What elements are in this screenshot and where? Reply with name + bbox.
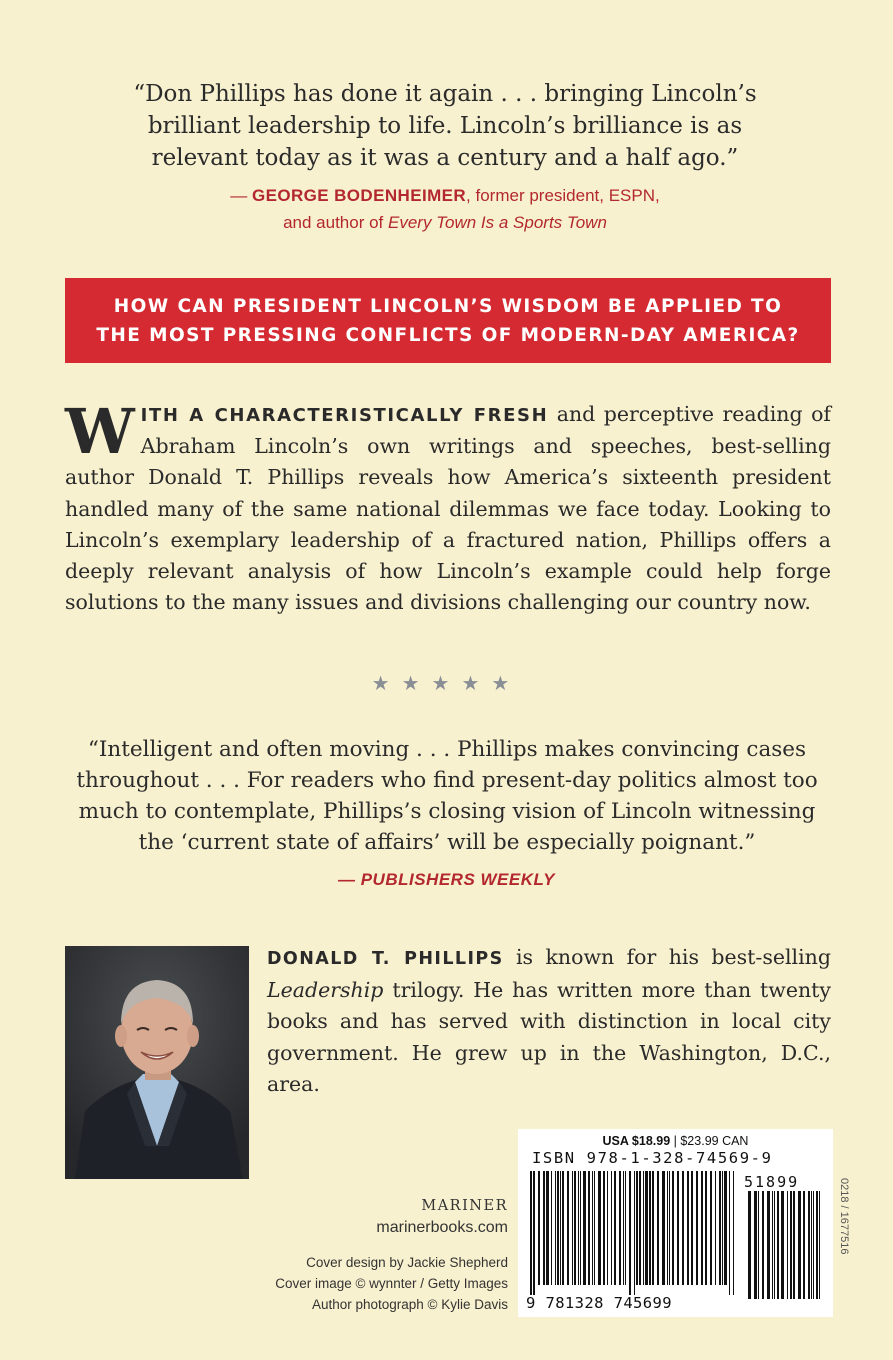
barcode-bar: [729, 1171, 730, 1295]
barcode-bar: [636, 1171, 638, 1285]
barcode-bar: [572, 1171, 573, 1285]
barcode-bar: [790, 1191, 792, 1299]
barcode-bar: [748, 1191, 751, 1299]
barcode-block: [518, 1129, 833, 1317]
barcode-bar: [816, 1191, 818, 1299]
barcode-bar: [598, 1171, 601, 1285]
barcode-bar: [767, 1191, 770, 1299]
barcode-bar: [754, 1191, 757, 1299]
credit-cover-image: Cover image © wynnter / Getty Images: [275, 1276, 508, 1291]
publisher-name: MARINER: [421, 1198, 508, 1214]
isbn-text: ISBN 978-1-328-74569-9: [532, 1149, 773, 1167]
author-name: DONALD T. PHILLIPS: [267, 949, 504, 969]
barcode-bar: [672, 1171, 674, 1285]
barcode-bar: [777, 1191, 779, 1299]
barcode-bar: [583, 1171, 586, 1285]
review-attribution: — PUBLISHERS WEEKLY: [338, 870, 555, 889]
barcode-bar: [701, 1171, 703, 1285]
bio-italic-title: Leadership: [267, 978, 384, 1003]
barcode-bar: [803, 1191, 805, 1299]
barcode-bar: [623, 1171, 624, 1285]
barcode-bar: [649, 1171, 651, 1285]
bio-text-2: trilogy. He has written more than twenty books and has served with distinction in local city government. He grew up in the Washington, D.C., area.: [267, 978, 831, 1096]
price-can: $23.99 CAN: [680, 1134, 749, 1148]
lead-in: ITH A CHARACTERISTICALLY FRESH: [140, 405, 549, 426]
barcode-bar: [639, 1171, 641, 1285]
top-quote: “Don Phillips has done it again . . . bringing Lincoln’s brilliant leadership to life. Lincoln’s brilliance is as relevant today as it was a century and a half ago.”: [133, 81, 757, 171]
banner-line-1: HOW CAN PRESIDENT LINCOLN’S WISDOM BE APPLIED TO: [113, 295, 783, 317]
addon-barcode: [744, 1191, 826, 1309]
publisher-url[interactable]: marinerbooks.com: [376, 1219, 508, 1236]
barcode-bar: [643, 1171, 644, 1285]
barcode-bar: [533, 1171, 535, 1295]
barcode-bar: [811, 1191, 812, 1299]
barcode-bar: [555, 1171, 556, 1285]
credit-cover-design: Cover design by Jackie Shepherd: [306, 1255, 508, 1270]
barcode-bar: [578, 1171, 579, 1285]
ean-digits: 9 781328 745699: [526, 1294, 672, 1312]
barcode-bar: [652, 1171, 654, 1285]
barcode-bar: [592, 1171, 593, 1285]
barcode-bar: [715, 1171, 716, 1285]
barcode-bar: [538, 1171, 540, 1285]
attribution-name: GEORGE BODENHEIMER: [251, 186, 467, 205]
bio-text-1: is known for his best-selling: [503, 945, 831, 969]
author-photo: [65, 946, 249, 1179]
barcode-bar: [607, 1171, 608, 1285]
review-quote: “Intelligent and often moving . . . Phillips makes convincing cases throughout . . . For readers who find present-day politics almost too much to contemplate, Phillips’s closing vision of Lincoln witnessing the ‘current state of affairs’ will be especially poignant.”: [76, 737, 818, 855]
barcode-bar: [762, 1191, 764, 1299]
headline-banner: [65, 278, 831, 363]
barcode-bar: [657, 1171, 659, 1285]
barcode-bar: [705, 1171, 707, 1285]
barcode-bar: [772, 1191, 773, 1299]
barcode-bar: [574, 1171, 576, 1285]
credit-author-photo: Author photograph © Kylie Davis: [311, 1297, 508, 1312]
barcode-bar: [619, 1171, 621, 1285]
barcode-bar: [787, 1191, 788, 1299]
barcode-bar: [603, 1171, 605, 1285]
barcode-bar: [662, 1171, 665, 1285]
barcode-bar: [682, 1171, 684, 1285]
barcode-bar: [625, 1171, 626, 1285]
barcode-bar: [611, 1171, 612, 1285]
barcode-bar: [634, 1171, 635, 1295]
barcode-bar: [580, 1171, 581, 1285]
author-bio: [267, 942, 831, 1100]
barcode-bar: [781, 1191, 784, 1299]
price-separator: |: [670, 1134, 681, 1148]
attribution-line2-prefix: and author of: [283, 213, 388, 232]
barcode-bar: [724, 1171, 727, 1285]
barcode-bar: [546, 1171, 549, 1285]
description-text: and perceptive reading of Abraham Lincoln’s own writings and speeches, best-selling author Donald T. Phillips reveals how America’s sixteenth president handled many of the same national dilemmas we face today. Looking to Lincoln’s exemplary leadership of a fractured nation, Phillips offers a deeply relevant analysis of how Lincoln’s example could help forge solutions to the many issues and divisions challenging our country now.: [65, 402, 832, 615]
price-usd: USA $18.99: [602, 1134, 671, 1148]
barcode-bar: [813, 1191, 814, 1299]
price-code: 51899: [744, 1173, 800, 1191]
barcode-bar: [798, 1191, 801, 1299]
barcode-bar: [774, 1191, 775, 1299]
barcode-bar: [567, 1171, 569, 1285]
attribution-role: , former president, ESPN,: [466, 186, 660, 205]
barcode-bar: [691, 1171, 693, 1285]
barcode-bar: [588, 1171, 590, 1285]
attribution-book: Every Town Is a Sports Town: [388, 213, 607, 232]
barcode-bar: [594, 1171, 595, 1285]
barcode-bar: [645, 1171, 648, 1285]
barcode-bar: [562, 1171, 564, 1285]
barcode-bar: [551, 1171, 552, 1285]
barcode-bar: [629, 1171, 631, 1295]
barcode-bar: [677, 1171, 679, 1285]
barcode-bar: [710, 1171, 712, 1285]
price-line: [518, 1134, 833, 1148]
barcode-bar: [667, 1171, 668, 1285]
drop-cap: W: [65, 395, 135, 468]
author-portrait-illustration: [65, 946, 249, 1179]
barcode-bar: [530, 1171, 532, 1295]
barcode-bar: [793, 1191, 795, 1299]
barcode-bar: [560, 1171, 561, 1285]
barcode-bar: [733, 1171, 734, 1295]
barcode-bar: [557, 1171, 559, 1285]
attribution-dash: —: [230, 186, 252, 205]
side-code: 0218 / 1677516: [838, 1178, 850, 1255]
barcode-bar: [758, 1191, 759, 1299]
barcode-bar: [669, 1171, 670, 1285]
ean-barcode: [526, 1171, 738, 1295]
book-description: [65, 395, 832, 618]
barcode-bar: [543, 1171, 545, 1285]
barcode-bar: [722, 1171, 723, 1285]
barcode-bar: [819, 1191, 820, 1299]
star-divider: ★★★★★: [371, 671, 522, 695]
barcode-bar: [719, 1171, 721, 1285]
barcode-bar: [696, 1171, 698, 1285]
banner-text: [96, 292, 799, 350]
banner-line-2: THE MOST PRESSING CONFLICTS OF MODERN-DAY AMERICA?: [96, 324, 800, 346]
top-quote-attribution: [150, 182, 740, 236]
barcode-bar: [687, 1171, 689, 1285]
barcode-bar: [808, 1191, 810, 1299]
barcode-bar: [614, 1171, 616, 1285]
